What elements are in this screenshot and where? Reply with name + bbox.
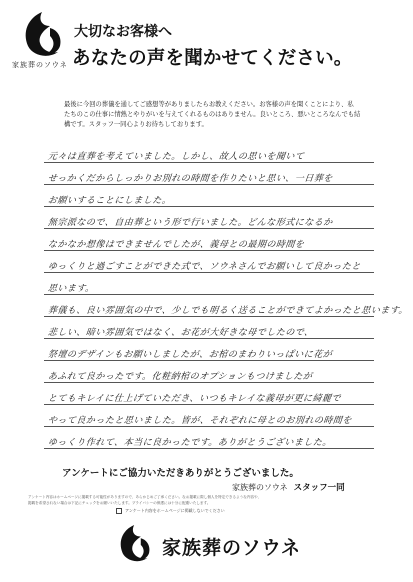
handwritten-line: 無宗派なので、自由葬という形で行いました。どんな形式になるか: [47, 218, 334, 228]
handwritten-line: とてもキレイに仕上げていただき、いつもキレイな義母が更に綺麗で: [47, 394, 342, 404]
ruled-line: [44, 338, 374, 339]
footer-brand: 家族葬のソウネ: [162, 537, 302, 559]
signature-brand: 家族葬のソウネ: [232, 483, 288, 492]
heading-line1: 大切なお客様へ: [74, 24, 172, 40]
signature-line: [232, 481, 345, 493]
no-publish-label: アンケート内容をホームページに掲載しないでください: [125, 508, 225, 513]
thanks-message: アンケートにご協力いただきありがとうございました。: [62, 468, 299, 479]
ruled-line: [44, 382, 374, 383]
handwritten-line: 葬儀も、良い雰囲気の中で、少しでも明るく送ることができてよかったと思います。: [47, 306, 409, 316]
ruled-line: [44, 272, 374, 273]
ruled-line: [44, 360, 374, 361]
handwritten-line: 悲しい、暗い雰囲気ではなく、お花が大好きな母でしたので、: [47, 328, 315, 338]
fine-print: [28, 494, 388, 506]
handwritten-line: お願いすることにしました。: [47, 196, 172, 206]
handwritten-line: なかなか想像はできませんでしたが、義母との最期の時間を: [47, 240, 305, 250]
intro-line: 構です。スタッフ一同心よりお待ちしております。: [64, 121, 208, 128]
ruled-line: [44, 316, 374, 317]
ruled-line: [44, 228, 374, 229]
ruled-line: [44, 426, 374, 427]
page-title: あなたの声を聞かせてください。: [72, 48, 353, 69]
fine-print-line: アンケート内容はホームページに掲載する可能性がありますので、あらかじめご了承ください。なお掲載に際し個人を特定できるような内容や、: [28, 495, 262, 499]
handwritten-line: やって良かったと思いました。皆が、それぞれに母とのお別れの時間を: [47, 416, 353, 426]
ruled-line: [44, 206, 374, 207]
ruled-line: [44, 162, 374, 163]
sowne-logo-icon: [20, 10, 66, 60]
handwritten-line: せっかくだからしっかりお別れの時間を作りたいと思い、一日葬を: [47, 174, 334, 184]
handwritten-comment-area: [44, 140, 409, 456]
handwritten-line: 元々は直葬を考えていました。しかし、故人の思いを聞いて: [47, 152, 305, 162]
intro-line: 最後に今回の葬儀を通してご感想等がありましたらお教えください。お客様の声を聞くことにより、私: [64, 101, 354, 108]
no-publish-checkbox[interactable]: [116, 508, 122, 514]
ruled-line: [44, 184, 374, 185]
ruled-line: [44, 294, 374, 295]
intro-text: [64, 100, 364, 130]
sowne-logo-icon: [116, 522, 154, 566]
handwritten-line: 思います。: [47, 284, 96, 294]
ruled-line: [44, 404, 374, 405]
handwritten-line: 祭壇のデザインもお願いしましたが、お棺のまわりいっぱいに花が: [47, 350, 333, 360]
fine-print-line: 掲載を希望されない場合は下記にチェックをお願いいたします。プライバシーの保護には十分に配慮いたします。: [28, 501, 211, 505]
ruled-line: [44, 448, 374, 449]
handwritten-line: ゆっくり作れて、本当に良かったです。ありがとうございました。: [47, 438, 333, 448]
intro-line: たちのこの仕事に情熱とやりがいを与えてくれるものはありません。良いところ、悪いところなんでも結: [64, 111, 361, 118]
brand-small: 家族葬のソウネ: [12, 61, 68, 69]
handwritten-line: ゆっくりと過ごすことができた式で、ソウネさんでお願いして良かったと: [47, 262, 362, 272]
no-publish-option: [116, 508, 225, 514]
ruled-line: [44, 250, 374, 251]
handwritten-line: あふれて良かったです。化粧納棺のオプションもつけましたが: [47, 372, 313, 382]
signature-staff: スタッフ一同: [293, 483, 345, 493]
